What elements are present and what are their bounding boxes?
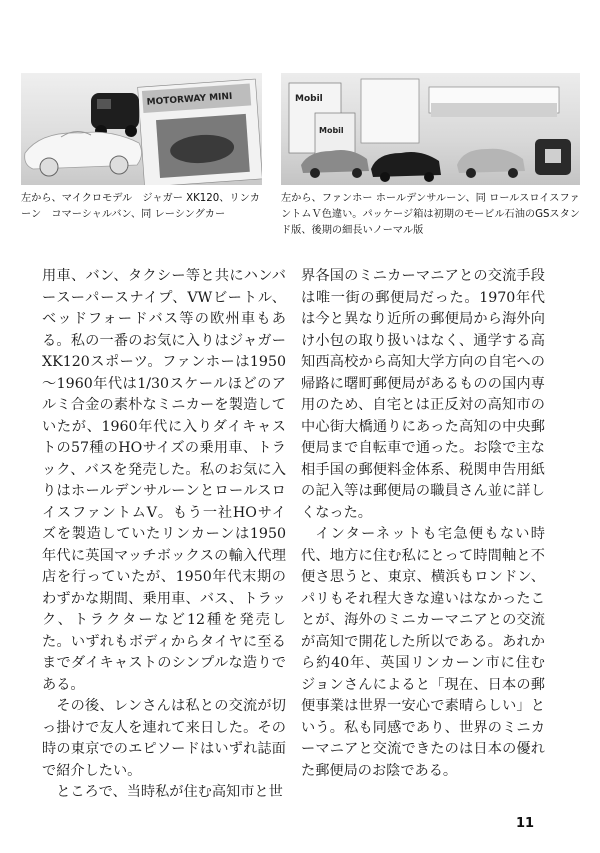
magazine-motorway-mini: [138, 79, 262, 185]
paragraph: 界各国のミニカーマニアとの交流手段は唯一街の郵便局だった。1970年代は今と異なり近所の郵便局から海外向け小包の取り扱いはなく、通学する高知西高校から高知大学方向の自宅への帰路に曙町郵便局があるものの国内専用のため、自宅とは正反対の高知市の中心街大橋通りにあった高知の中央郵便局まで自転車で通った。お陰で主な相手国の郵便料金体系、税関申告用紙の記入等は郵便局の職員さん並に詳しくなった。: [301, 268, 545, 521]
photo-micromodel-cars: [21, 73, 262, 185]
magazine-title: MOTORWAY MINI: [146, 91, 233, 108]
body-column-right: [301, 266, 545, 782]
body-column-left: [42, 266, 286, 804]
lincoln-commercial-van: [91, 93, 139, 137]
photo-right-illustration: [281, 73, 580, 185]
page-number: 11: [516, 816, 535, 831]
holden-saloon: [301, 150, 369, 178]
paragraph: その後、レンさんは私との交流が切っ掛けで友人を連れて来日した。その時の東京でのエピソードはいずれ誌面で紹介したい。: [42, 698, 286, 779]
box-label-1: Mobil: [295, 94, 323, 104]
photo-caption-right: 左から、ファンホー ホールデンサルーン、同 ロールスロイスファントムＶ色違い。パッケージ箱は初期のモービル石油のGSスタンド版、後期の細長いノーマル版: [281, 193, 580, 236]
photo-left-illustration: [21, 73, 262, 185]
mobil-package-boxes: [289, 79, 559, 163]
photo-caption-left: 左から、マイクロモデル ジャガー XK120、リンカーン コマーシャルバン、同 レーシングカー: [21, 193, 260, 220]
photo-funho-cars: [281, 73, 580, 185]
rolls-royce-phantom-v-dark: [371, 152, 441, 182]
rolls-royce-front-view: [535, 139, 571, 175]
paragraph: インターネットも宅急便もない時代、地方に住む私にとって時間軸と不便さ思うと、東京、横浜もロンドン、パリもそれ程大きな違いはなかったことが、海外のミニカーマニアとの交流が高知で開花した所以である。あれから約40年、英国リンカーン市に住むジョンさんによると「現在、日本の郵便事業は世界一安心で素晴らしい」という。私も同感であり、世界のミニカーマニアと交流できたのは日本の優れた郵便局のお陰である。: [301, 526, 545, 779]
paragraph: ところで、当時私が住む高知市と世: [56, 784, 283, 800]
paragraph: 用車、バン、タクシー等と共にハンバースーパースナイプ、VWビートル、ベッドフォードバス等の欧州車もある。私の一番のお気に入りはジャガーXK120スポーツ。ファンホーは1950～1960年代は1/30スケールほどのアルミ合金の素朴なミニカーを製造していたが、1960年代に入りダイキャストの57種のHOサイズの乗用車、トラック、バスを発売した。私のお気に入りはホールデンサルーンとロールスロイスファントムV。もう一社HOサイズを製造していたリンカーンは1950年代に英国マッチボックスの輸入代理店を行っていたが、1950年代末期のわずかな期間、乗用車、バス、トラック、トラクターなど12種を発売した。いずれもボディからタイヤに至るまでダイキャストのシンプルな造りである。: [42, 268, 286, 693]
box-label-2: Mobil: [319, 126, 344, 135]
jaguar-xk120: [25, 131, 142, 176]
rolls-royce-phantom-v-light: [457, 149, 525, 178]
